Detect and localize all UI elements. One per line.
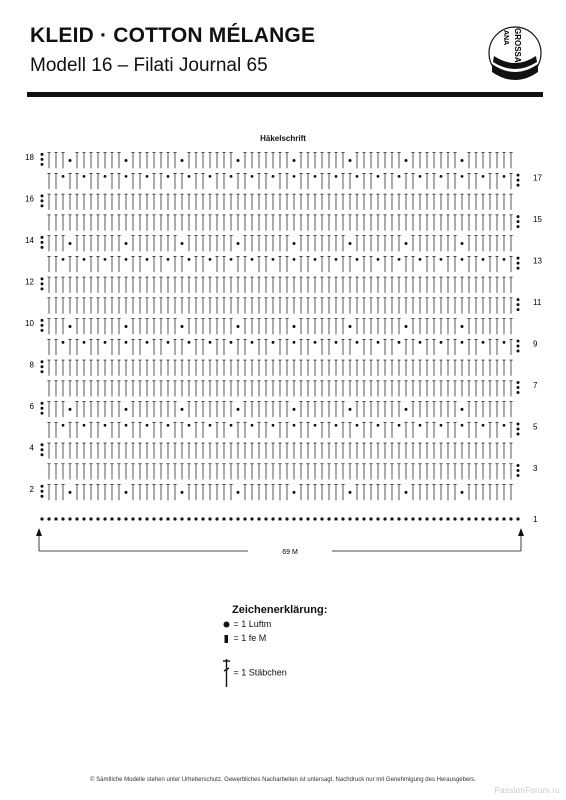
dimension-left-arrow: [36, 528, 42, 536]
chain-stitch: [349, 159, 352, 162]
chain-stitch: [377, 258, 380, 261]
chain-stitch: [138, 517, 141, 520]
chain-stitch: [516, 517, 519, 520]
chain-stitch: [251, 424, 254, 427]
chain-stitch: [425, 517, 428, 520]
chain-stitch: [390, 517, 393, 520]
chain-stitch: [237, 159, 240, 162]
chain-stitch: [335, 424, 338, 427]
chain-stitch: [125, 175, 128, 178]
chain-stitch: [54, 517, 57, 520]
turning-chain: [41, 236, 44, 239]
chain-stitch: [446, 517, 449, 520]
chain-stitch: [215, 517, 218, 520]
turning-chain: [517, 215, 520, 218]
turning-chain: [517, 174, 520, 177]
turning-chain: [41, 490, 44, 493]
legend-single-crochet-label: = 1 fe M: [233, 633, 267, 643]
chain-stitch: [104, 424, 107, 427]
turning-chain: [41, 287, 44, 290]
chain-stitch: [376, 517, 379, 520]
chain-stitch: [377, 341, 380, 344]
chain-stitch: [237, 325, 240, 328]
chain-stitch: [146, 424, 149, 427]
chain-stitch: [503, 424, 506, 427]
turning-chain: [517, 184, 520, 187]
chain-stitch: [293, 159, 296, 162]
turning-chain: [41, 407, 44, 410]
chain-stitch: [230, 258, 233, 261]
chain-stitch: [461, 424, 464, 427]
turning-chain: [41, 204, 44, 207]
chain-stitch: [146, 175, 149, 178]
chain-stitch: [314, 341, 317, 344]
chain-stitch: [146, 341, 149, 344]
chain-stitch: [285, 517, 288, 520]
chain-stitch: [349, 491, 352, 494]
chain-stitch: [314, 424, 317, 427]
turning-chain: [517, 220, 520, 223]
chain-stitch: [82, 517, 85, 520]
chain-stitch: [460, 517, 463, 520]
chain-stitch: [146, 258, 149, 261]
chain-stitch: [349, 242, 352, 245]
chain-stitch: [83, 424, 86, 427]
chain-stitch: [180, 517, 183, 520]
chain-stitch: [292, 517, 295, 520]
chain-stitch: [166, 517, 169, 520]
brand-logo: [488, 22, 542, 84]
turning-chain: [517, 262, 520, 265]
chain-stitch: [461, 408, 464, 411]
chain-stitch: [405, 242, 408, 245]
chain-stitch: [230, 175, 233, 178]
chain-stitch: [440, 341, 443, 344]
chain-stitch: [83, 258, 86, 261]
turning-chain: [41, 324, 44, 327]
chain-stitch: [398, 341, 401, 344]
chain-stitch: [419, 175, 422, 178]
double-crochet-icon: [222, 658, 231, 688]
turning-chain: [517, 469, 520, 472]
chain-stitch: [335, 258, 338, 261]
chain-stitch: [419, 424, 422, 427]
chain-stitch: [482, 341, 485, 344]
chain-stitch: [502, 517, 505, 520]
turning-chain: [517, 428, 520, 431]
turning-chain: [41, 443, 44, 446]
chain-stitch: [251, 175, 254, 178]
chain-stitch: [125, 341, 128, 344]
turning-chain: [517, 225, 520, 228]
chain-stitch: [181, 325, 184, 328]
row-label-right: 11: [533, 298, 542, 308]
page-title: KLEID · COTTON MÉLANGE: [30, 24, 316, 47]
chain-stitch: [237, 408, 240, 411]
chain-stitch: [503, 258, 506, 261]
page-subtitle: Modell 16 – Filati Journal 65: [30, 55, 268, 76]
chain-stitch: [69, 491, 72, 494]
chain-stitch: [461, 325, 464, 328]
row-label-left: 16: [25, 194, 34, 204]
chain-stitch: [61, 517, 64, 520]
chain-stitch: [209, 341, 212, 344]
row-label-right: 7: [533, 381, 538, 391]
chain-stitch: [398, 258, 401, 261]
chain-stitch: [125, 424, 128, 427]
turning-chain: [41, 412, 44, 415]
chain-stitch: [243, 517, 246, 520]
turning-chain: [41, 199, 44, 202]
chart-title: Häkelschrift: [260, 134, 306, 143]
turning-chain: [517, 391, 520, 394]
turning-chain: [517, 179, 520, 182]
turning-chain: [41, 485, 44, 488]
turning-chain: [41, 360, 44, 363]
row-label-left: 14: [25, 235, 34, 245]
legend-double-crochet-label: = 1 Stäbchen: [233, 667, 287, 678]
chain-stitch: [272, 424, 275, 427]
chain-stitch: [110, 517, 113, 520]
chain-stitch: [125, 408, 128, 411]
chain-stitch: [236, 517, 239, 520]
width-label: 69 M: [282, 549, 298, 556]
chain-stitch: [62, 341, 65, 344]
turning-chain: [517, 345, 520, 348]
chain-stitch: [411, 517, 414, 520]
legend-double-crochet: [222, 658, 287, 688]
chain-stitch: [481, 517, 484, 520]
chain-stitch: [117, 517, 120, 520]
chain-stitch: [222, 517, 225, 520]
chain-stitch: [495, 517, 498, 520]
chain-stitch: [181, 491, 184, 494]
chain-stitch: [377, 175, 380, 178]
chain-stitch: [439, 517, 442, 520]
row-label-right: 15: [533, 215, 542, 225]
turning-chain: [517, 423, 520, 426]
chain-stitch: [418, 517, 421, 520]
chain-stitch: [152, 517, 155, 520]
legend-single-crochet: [222, 633, 266, 644]
chain-stitch: [173, 517, 176, 520]
turning-chain: [517, 340, 520, 343]
chain-stitch: [349, 325, 352, 328]
width-dimension: [36, 528, 524, 556]
turning-chain: [517, 257, 520, 260]
chain-stitch: [335, 341, 338, 344]
chain-stitch: [69, 242, 72, 245]
chain-stitch: [68, 517, 71, 520]
chain-stitch: [482, 424, 485, 427]
chain-stitch: [314, 258, 317, 261]
chain-stitch: [167, 258, 170, 261]
turning-chain: [41, 448, 44, 451]
turning-chain: [517, 308, 520, 311]
chain-stitch: [383, 517, 386, 520]
chain-stitch: [461, 258, 464, 261]
turning-chain: [517, 433, 520, 436]
chain-stitch: [103, 517, 106, 520]
chain-stitch: [188, 341, 191, 344]
turning-chain: [517, 350, 520, 353]
chain-stitch: [334, 517, 337, 520]
row-label-left: 8: [29, 360, 34, 370]
chain-stitch: [306, 517, 309, 520]
row-label-left: 4: [29, 443, 34, 453]
row-label-left: 18: [25, 153, 34, 162]
chain-stitch: [474, 517, 477, 520]
turning-chain: [517, 267, 520, 270]
chain-stitch: [293, 325, 296, 328]
chain-stitch: [257, 517, 260, 520]
chain-stitch: [194, 517, 197, 520]
row-label-left: 2: [29, 484, 34, 494]
chain-stitch: [271, 517, 274, 520]
chain-stitch: [503, 341, 506, 344]
turning-chain: [41, 495, 44, 498]
chain-stitch: [96, 517, 99, 520]
chain-stitch: [398, 424, 401, 427]
chain-stitch: [62, 424, 65, 427]
chain-stitch: [251, 258, 254, 261]
chain-stitch: [356, 175, 359, 178]
chain-stitch: [188, 175, 191, 178]
chain-stitch: [83, 175, 86, 178]
chain-stitch: [145, 517, 148, 520]
chain-stitch: [159, 517, 162, 520]
chain-stitch: [488, 517, 491, 520]
logo-text-top: ANA: [502, 30, 509, 46]
dimension-right-arrow: [518, 528, 524, 536]
chain-stitch: [209, 258, 212, 261]
chain-stitch: [293, 175, 296, 178]
chain-stitch: [356, 424, 359, 427]
chain-stitch: [209, 424, 212, 427]
turning-chain: [517, 474, 520, 477]
chain-stitch: [440, 424, 443, 427]
chain-stitch: [348, 517, 351, 520]
turning-chain: [41, 370, 44, 373]
chain-stitch: [250, 517, 253, 520]
chain-stitch: [356, 258, 359, 261]
turning-chain: [517, 386, 520, 389]
chain-stitch: [125, 159, 128, 162]
row-label-left: 12: [25, 277, 34, 287]
chain-stitch: [405, 325, 408, 328]
chain-stitch: [104, 341, 107, 344]
legend-title: Zeichenerklärung:: [232, 604, 328, 616]
row-labels: [25, 153, 542, 524]
chain-stitch: [209, 175, 212, 178]
row-label-right: 5: [533, 422, 538, 432]
chain-stitch: [341, 517, 344, 520]
turning-chain: [41, 453, 44, 456]
chain-stitch: [299, 517, 302, 520]
legend-chain-label: = 1 Luftm: [233, 619, 272, 629]
chain-stitch: [62, 258, 65, 261]
chain-stitch: [208, 517, 211, 520]
chain-stitch: [461, 491, 464, 494]
chain-stitch: [230, 341, 233, 344]
chain-stitch: [440, 175, 443, 178]
chain-stitch: [482, 175, 485, 178]
chain-stitch: [355, 517, 358, 520]
chain-stitch: [313, 517, 316, 520]
chain-stitch: [181, 408, 184, 411]
chain-stitch: [229, 517, 232, 520]
chain-stitch: [432, 517, 435, 520]
turning-chain: [41, 365, 44, 368]
chain-stitch: [125, 258, 128, 261]
chain-stitch: [167, 175, 170, 178]
turning-chain: [41, 153, 44, 156]
chain-stitch: [69, 325, 72, 328]
chain-stitch: [181, 242, 184, 245]
chain-stitch: [503, 175, 506, 178]
chain-stitch: [272, 175, 275, 178]
chain-stitch: [467, 517, 470, 520]
chain-stitch: [377, 424, 380, 427]
watermark: PassionForum.ru: [494, 786, 560, 795]
row-label-right: 3: [533, 464, 538, 474]
turning-chain: [517, 464, 520, 467]
chain-stitch: [320, 517, 323, 520]
chain-stitch: [369, 517, 372, 520]
chain-stitch: [131, 517, 134, 520]
row-label-left: 6: [29, 401, 34, 411]
chain-stitch: [482, 258, 485, 261]
chain-stitch: [405, 491, 408, 494]
chain-stitch: [293, 242, 296, 245]
chain-stitch: [314, 175, 317, 178]
chain-stitch: [293, 491, 296, 494]
turning-chain: [41, 246, 44, 249]
chain-stitch: [272, 341, 275, 344]
turning-chain: [41, 194, 44, 197]
chain-stitch: [461, 341, 464, 344]
chain-stitch: [356, 341, 359, 344]
chain-stitch: [509, 517, 512, 520]
chain-stitch: [89, 517, 92, 520]
chain-stitch: [237, 242, 240, 245]
copyright-footer: © Sämtliche Modelle stehen unter Urheberschutz. Gewerbliches Nacharbeiten ist untersagt. Nachdruck nur mit Genehmigung des Herausgebers.: [90, 777, 476, 783]
chain-stitch: [47, 517, 50, 520]
single-crochet-icon: [222, 634, 231, 644]
chain-stitch: [201, 517, 204, 520]
crochet-chart: [0, 140, 566, 560]
turning-chain: [41, 158, 44, 161]
chain-stitch: [69, 408, 72, 411]
row-label-left: 10: [25, 318, 34, 328]
row-label-right: 13: [533, 256, 542, 266]
chain-stitch: [237, 491, 240, 494]
chain-stitch: [461, 242, 464, 245]
turning-chain: [517, 303, 520, 306]
chain-stitch: [125, 491, 128, 494]
chain-stitch: [362, 517, 365, 520]
chain-stitch: [69, 159, 72, 162]
turning-chain: [41, 163, 44, 166]
chain-stitch: [278, 517, 281, 520]
chain-stitch: [83, 341, 86, 344]
chain-stitch: [187, 517, 190, 520]
chain-stitch: [461, 175, 464, 178]
chain-stitch: [293, 258, 296, 261]
chain-stitch: [104, 175, 107, 178]
chain-stitch: [167, 341, 170, 344]
header-rule: [27, 92, 543, 97]
chain-stitch: [181, 159, 184, 162]
chain-stitch: [398, 175, 401, 178]
chain-stitch: [62, 175, 65, 178]
chain-stitch: [264, 517, 267, 520]
legend-chain: [222, 619, 271, 629]
chain-stitch: [440, 258, 443, 261]
turning-chain: [41, 402, 44, 405]
chain-stitch: [293, 424, 296, 427]
chain-stitch: [251, 341, 254, 344]
chain-stitch: [188, 424, 191, 427]
chain-stitch: [272, 258, 275, 261]
chain-stitch: [167, 424, 170, 427]
stitch-grid: [40, 153, 519, 521]
chain-stitch: [419, 341, 422, 344]
chain-stitch: [397, 517, 400, 520]
turning-chain: [41, 282, 44, 285]
chain-stitch: [40, 517, 43, 520]
chain-stitch: [327, 517, 330, 520]
row-label-right: 1: [533, 515, 538, 524]
chain-stitch: [125, 325, 128, 328]
turning-chain: [41, 319, 44, 322]
chain-stitch: [453, 517, 456, 520]
turning-chain: [41, 329, 44, 332]
chain-stitch: [124, 517, 127, 520]
chain-stitch: [335, 175, 338, 178]
chain-stitch: [405, 159, 408, 162]
row-label-right: 9: [533, 339, 538, 349]
chain-stitch: [419, 258, 422, 261]
chain-stitch-icon: [222, 620, 231, 629]
chain-stitch: [230, 424, 233, 427]
chain-stitch: [104, 258, 107, 261]
logo-text-bottom: GROSSA: [513, 28, 522, 63]
chain-stitch: [293, 408, 296, 411]
chain-stitch: [404, 517, 407, 520]
chain-stitch: [75, 517, 78, 520]
chain-stitch: [293, 341, 296, 344]
chain-stitch: [349, 408, 352, 411]
turning-chain: [517, 381, 520, 384]
chain-stitch: [461, 159, 464, 162]
turning-chain: [41, 241, 44, 244]
chain-stitch: [405, 408, 408, 411]
turning-chain: [41, 277, 44, 280]
row-label-right: 17: [533, 173, 542, 183]
chain-stitch: [125, 242, 128, 245]
turning-chain: [517, 298, 520, 301]
chain-stitch: [188, 258, 191, 261]
